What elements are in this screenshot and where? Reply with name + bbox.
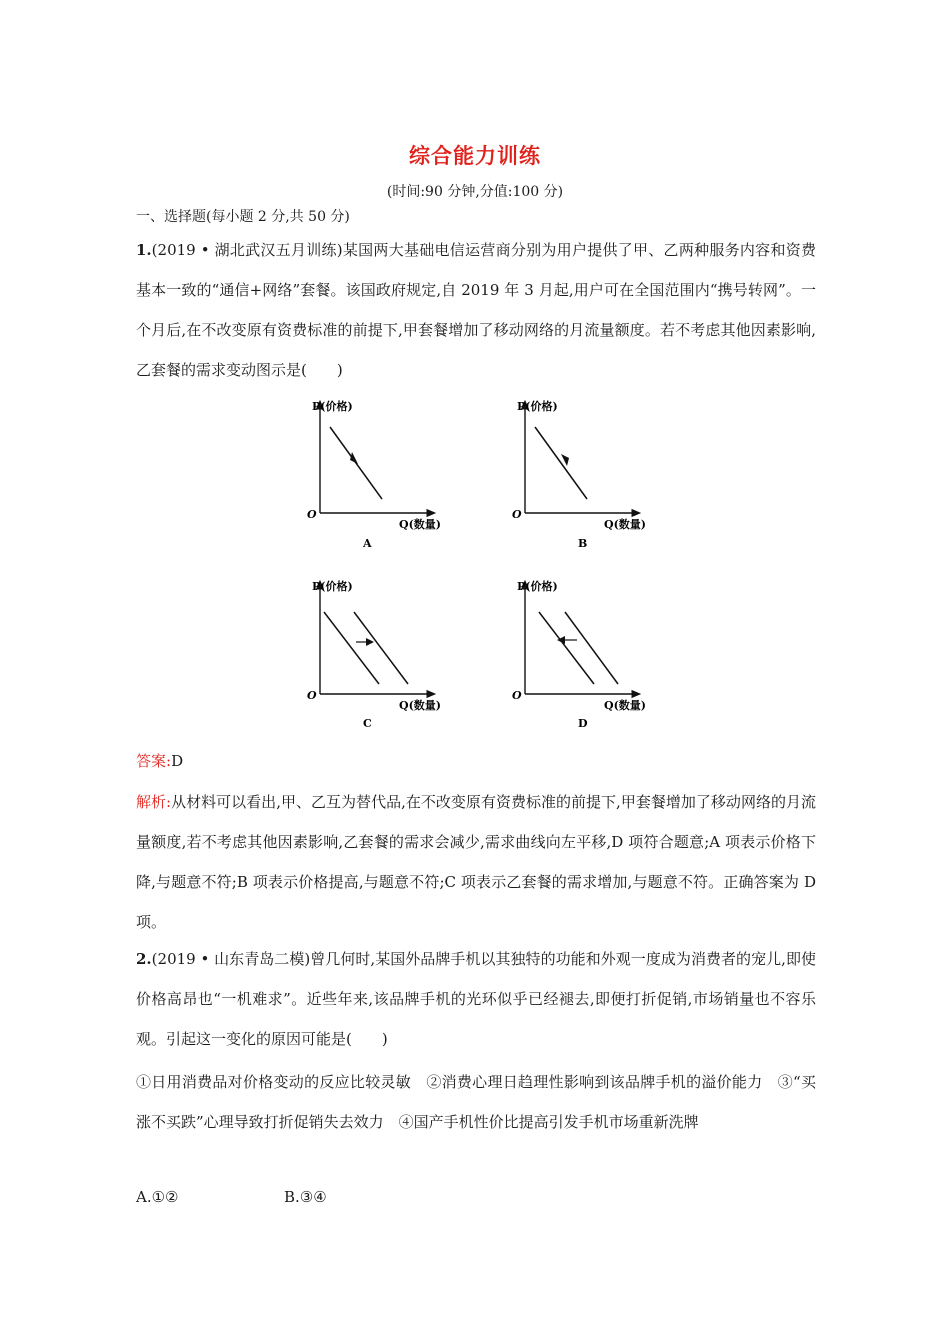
choice-a[interactable]: A.①② [136, 1188, 179, 1206]
question-1 [136, 230, 816, 390]
graph-b [505, 392, 655, 552]
answer-label: 答案: [136, 752, 172, 770]
demand-curve [535, 427, 587, 499]
p-axis-label: P(价格) [517, 580, 558, 593]
answer-choices [136, 1188, 327, 1206]
origin-label: O [307, 689, 317, 702]
origin-label: O [512, 508, 522, 521]
demand-curve-original [324, 612, 379, 684]
p-axis-label: P(价格) [312, 580, 353, 593]
q-axis-label: Q(数量) [604, 699, 646, 712]
graph-caption: D [578, 717, 588, 730]
demand-curve-original [565, 612, 618, 684]
q-axis-label: Q(数量) [399, 518, 441, 531]
exam-info: (时间:90 分钟,分值:100 分) [386, 184, 564, 200]
graph-c [300, 572, 450, 732]
q-axis-label: Q(数量) [399, 699, 441, 712]
p-axis-label: P(价格) [312, 400, 353, 413]
movement-arrow [350, 452, 358, 464]
answer-value: D [171, 752, 184, 770]
graph-a [300, 392, 450, 552]
analysis-text: 从材料可以看出,甲、乙互为替代品,在不改变原有资费标准的前提下,甲套餐增加了移动网络的月流量额度,若不考虑其他因素影响,乙套餐的需求会减少,需求曲线向左平移,D 项符合题意;A 项表示价格下降,与题意不符;B 项表示价格提高,与题意不符;C 项表示乙套餐的需求增加,与题意不符。正确答案为 D 项。 [136, 793, 817, 931]
page-title: 综合能力训练 [409, 143, 541, 168]
origin-label: O [512, 689, 522, 702]
graph-caption: B [578, 537, 588, 550]
question-2-options: ①日用消费品对价格变动的反应比较灵敏 ②消费心理日趋理性影响到该品牌手机的溢价能力 ③“买涨不买跌”心理导致打折促销失去效力 ④国产手机性价比提高引发手机市场重新洗牌 [136, 1073, 816, 1131]
question-1-text: (2019 • 湖北武汉五月训练)某国两大基础电信运营商分别为用户提供了甲、乙两种服务内容和资费基本一致的“通信+网络”套餐。该国政府规定,自 2019 年 3 月起,用户可在全国范围内“携号转网”。一个月后,在不改变原有资费标准的前提下,甲套餐增加了移动网络的月流量额度。若不考虑其他因素影响,乙套餐的需求变动图示是( ) [136, 241, 816, 379]
graph-caption: A [363, 537, 372, 550]
origin-label: O [307, 508, 317, 521]
question-number: 1. [136, 241, 152, 259]
question-number: 2. [136, 950, 152, 968]
q-axis-label: Q(数量) [604, 518, 646, 531]
shift-arrow-head [366, 638, 374, 646]
answer-line [136, 741, 816, 781]
graph-d [505, 572, 655, 732]
section-heading: 一、选择题(每小题 2 分,共 50 分) [136, 209, 350, 225]
p-axis-label: P(价格) [517, 400, 558, 413]
question-2 [136, 939, 816, 1059]
demand-curve-shifted [539, 612, 594, 684]
analysis-label: 解析: [136, 793, 172, 811]
choice-b[interactable]: B.③④ [284, 1188, 327, 1206]
demand-curve-shifted [354, 612, 408, 684]
analysis [136, 782, 816, 942]
graph-caption: C [363, 717, 372, 730]
question-2-text: (2019 • 山东青岛二模)曾几何时,某国外品牌手机以其独特的功能和外观一度成为消费者的宠儿,即使价格高昂也“一机难求”。近些年来,该品牌手机的光环似乎已经褪去,即便打折促销,市场销量也不容乐观。引起这一变化的原因可能是( ) [136, 950, 816, 1048]
